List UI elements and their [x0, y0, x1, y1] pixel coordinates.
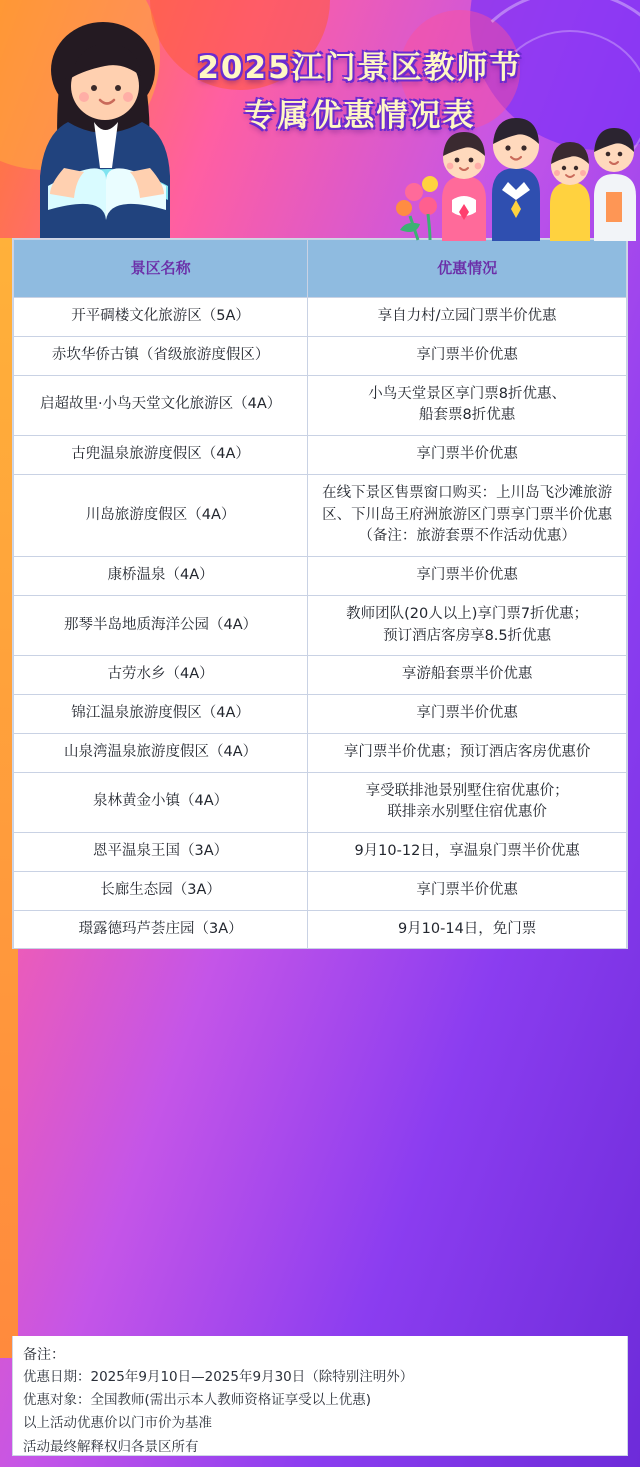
cell-discount: 享游船套票半价优惠 [308, 656, 627, 695]
table-row [14, 656, 627, 695]
cell-discount: 享门票半价优惠 [308, 336, 627, 375]
cell-discount: 教师团队(20人以上)享门票7折优惠； 预订酒店客房享8.5折优惠 [308, 595, 627, 656]
cell-discount: 享门票半价优惠 [308, 557, 627, 596]
cell-scenic-name: 古劳水乡（4A） [14, 656, 308, 695]
poster-title [150, 44, 570, 140]
cell-scenic-name: 古兜温泉旅游度假区（4A） [14, 436, 308, 475]
cell-discount: 9月10-14日，免门票 [308, 910, 627, 949]
table-row [14, 695, 627, 734]
cell-scenic-name: 山泉湾温泉旅游度假区（4A） [14, 733, 308, 772]
table-row [14, 375, 627, 436]
title-line-1: 2025江门景区教师节 [197, 50, 523, 86]
column-header-discount: 优惠情况 [308, 240, 627, 298]
table-row [14, 595, 627, 656]
table-row [14, 436, 627, 475]
poster-header [0, 0, 640, 238]
table-row [14, 298, 627, 337]
cell-scenic-name: 锦江温泉旅游度假区（4A） [14, 695, 308, 734]
table-row [14, 733, 627, 772]
cell-scenic-name: 康桥温泉（4A） [14, 557, 308, 596]
cell-discount: 享受联排池景别墅住宿优惠价； 联排亲水别墅住宿优惠价 [308, 772, 627, 833]
table-row [14, 557, 627, 596]
cell-discount: 9月10-12日，享温泉门票半价优惠 [308, 833, 627, 872]
discount-table-container [12, 238, 628, 949]
table-row [14, 772, 627, 833]
cell-scenic-name: 那琴半岛地质海洋公园（4A） [14, 595, 308, 656]
cell-discount: 享门票半价优惠 [308, 695, 627, 734]
notes-title: 备注： [23, 1347, 65, 1363]
cell-discount: 享门票半价优惠 [308, 871, 627, 910]
cell-scenic-name: 恩平温泉王国（3A） [14, 833, 308, 872]
table-row [14, 833, 627, 872]
notes-line: 优惠对象：全国教师(需出示本人教师资格证享受以上优惠) [23, 1392, 372, 1409]
table-row [14, 910, 627, 949]
cell-discount: 享门票半价优惠；预订酒店客房优惠价 [308, 733, 627, 772]
title-line-2: 专属优惠情况表 [244, 98, 476, 135]
cell-discount: 在线下景区售票窗口购买：上川岛飞沙滩旅游区、下川岛王府洲旅游区门票享门票半价优惠（备注：旅游套票不作活动优惠） [308, 474, 627, 556]
cell-scenic-name: 泉林黄金小镇（4A） [14, 772, 308, 833]
footer-notes [12, 1336, 628, 1456]
cell-discount: 小鸟天堂景区享门票8折优惠、 船套票8折优惠 [308, 375, 627, 436]
cell-scenic-name: 长廊生态园（3A） [14, 871, 308, 910]
cell-scenic-name: 启超故里·小鸟天堂文化旅游区（4A） [14, 375, 308, 436]
column-header-scenic-name: 景区名称 [14, 240, 308, 298]
cell-scenic-name: 璟露德玛芦荟庄园（3A） [14, 910, 308, 949]
cell-scenic-name: 开平碉楼文化旅游区（5A） [14, 298, 308, 337]
cell-discount: 享自力村/立园门票半价优惠 [308, 298, 627, 337]
notes-line: 优惠日期：2025年9月10日—2025年9月30日（除特别注明外） [23, 1369, 414, 1385]
table-header-row [14, 240, 627, 298]
table-row [14, 871, 627, 910]
cell-discount: 享门票半价优惠 [308, 436, 627, 475]
cell-scenic-name: 川岛旅游度假区（4A） [14, 474, 308, 556]
discount-table [13, 239, 627, 949]
table-row [14, 336, 627, 375]
notes-line: 活动最终解释权归各景区所有 [23, 1438, 199, 1455]
cell-scenic-name: 赤坎华侨古镇（省级旅游度假区） [14, 336, 308, 375]
table-row [14, 474, 627, 556]
notes-line: 以上活动优惠价以门市价为基准 [23, 1415, 212, 1432]
